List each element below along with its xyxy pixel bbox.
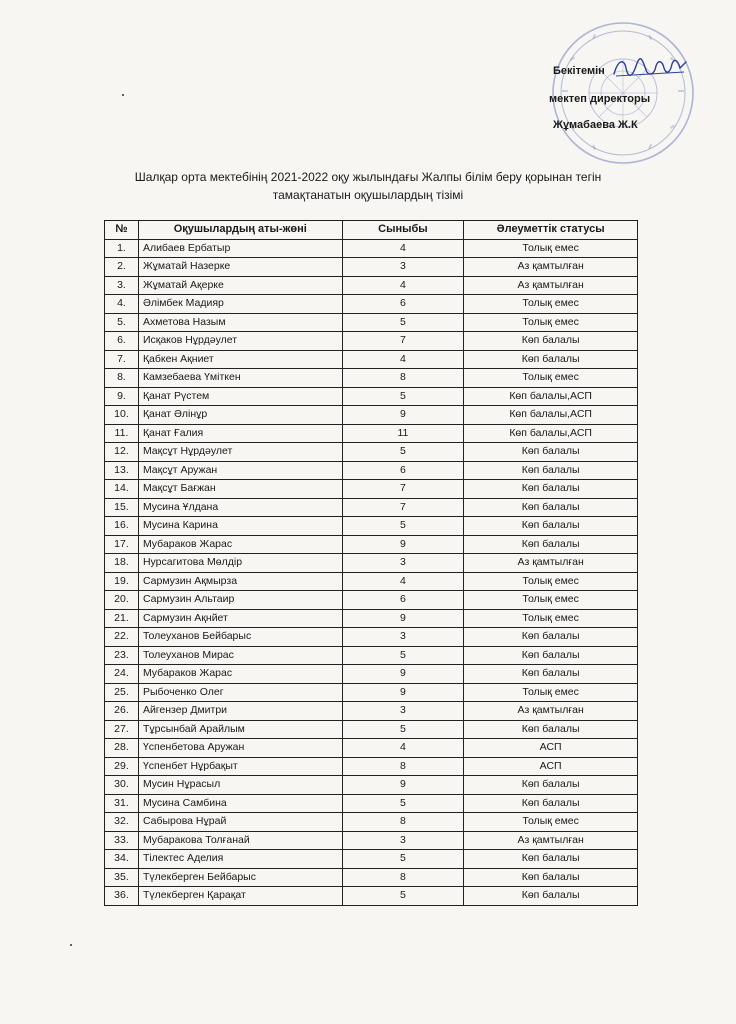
grade-cell: 4: [342, 276, 464, 295]
status-cell: АСП: [464, 739, 638, 758]
grade-cell: 5: [342, 443, 464, 462]
grade-cell: 8: [342, 813, 464, 832]
table-row: [105, 739, 638, 758]
student-name: Мусина Ұлдана: [138, 498, 342, 517]
table-row: [105, 887, 638, 906]
grade-cell: 7: [342, 480, 464, 499]
student-name: Сабырова Нұрай: [138, 813, 342, 832]
student-name: Мақсұт Аружан: [138, 461, 342, 480]
grade-cell: 4: [342, 350, 464, 369]
table-body: [105, 239, 638, 905]
student-name: Үспенбет Нұрбақыт: [138, 757, 342, 776]
student-name: Мусина Карина: [138, 517, 342, 536]
table-row: [105, 665, 638, 684]
status-cell: Көп балалы: [464, 498, 638, 517]
student-name: Сармузин Альтаир: [138, 591, 342, 610]
row-number: 18.: [105, 554, 139, 573]
row-number: 3.: [105, 276, 139, 295]
status-cell: Көп балалы: [464, 794, 638, 813]
row-number: 36.: [105, 887, 139, 906]
row-number: 31.: [105, 794, 139, 813]
header-status: Әлеуметтік статусы: [464, 221, 638, 240]
table-row: [105, 406, 638, 425]
ink-speck: [122, 94, 124, 96]
table-header-row: [105, 221, 638, 240]
status-cell: Көп балалы: [464, 887, 638, 906]
table-row: [105, 646, 638, 665]
table-row: [105, 776, 638, 795]
table-row: [105, 517, 638, 536]
table-row: [105, 628, 638, 647]
status-cell: Толық емес: [464, 369, 638, 388]
student-name: Мубаракова Толғанай: [138, 831, 342, 850]
table-row: [105, 572, 638, 591]
header-grade: Сыныбы: [342, 221, 464, 240]
status-cell: Көп балалы,АСП: [464, 387, 638, 406]
status-cell: Толық емес: [464, 295, 638, 314]
grade-cell: 3: [342, 831, 464, 850]
grade-cell: 9: [342, 776, 464, 795]
grade-cell: 9: [342, 406, 464, 425]
row-number: 4.: [105, 295, 139, 314]
status-cell: Толық емес: [464, 609, 638, 628]
status-cell: Аз қамтылған: [464, 554, 638, 573]
student-name: Мусина Самбина: [138, 794, 342, 813]
grade-cell: 5: [342, 850, 464, 869]
status-cell: АСП: [464, 757, 638, 776]
title-line-2: тамақтанатын оқушылардың тізімі: [272, 188, 464, 202]
grade-cell: 3: [342, 258, 464, 277]
student-name: Тұрсынбай Арайлым: [138, 720, 342, 739]
row-number: 33.: [105, 831, 139, 850]
student-name: Әлімбек Мадияр: [138, 295, 342, 314]
grade-cell: 4: [342, 572, 464, 591]
row-number: 6.: [105, 332, 139, 351]
grade-cell: 4: [342, 739, 464, 758]
status-cell: Көп балалы: [464, 720, 638, 739]
student-name: Айгензер Дмитри: [138, 702, 342, 721]
table-row: [105, 831, 638, 850]
student-name: Қанат Рүстем: [138, 387, 342, 406]
row-number: 20.: [105, 591, 139, 610]
status-cell: Толық емес: [464, 591, 638, 610]
table-row: [105, 480, 638, 499]
student-name: Камзебаева Үміткен: [138, 369, 342, 388]
grade-cell: 11: [342, 424, 464, 443]
student-name: Қабкен Ақниет: [138, 350, 342, 369]
table-row: [105, 535, 638, 554]
status-cell: Көп балалы: [464, 665, 638, 684]
table-row: [105, 498, 638, 517]
status-cell: Көп балалы: [464, 776, 638, 795]
student-name: Исқаков Нұрдәулет: [138, 332, 342, 351]
student-name: Қанат Әлінұр: [138, 406, 342, 425]
table-row: [105, 591, 638, 610]
row-number: 14.: [105, 480, 139, 499]
row-number: 16.: [105, 517, 139, 536]
table-row: [105, 554, 638, 573]
row-number: 27.: [105, 720, 139, 739]
row-number: 15.: [105, 498, 139, 517]
grade-cell: 4: [342, 239, 464, 258]
student-name: Рыбоченко Олег: [138, 683, 342, 702]
row-number: 8.: [105, 369, 139, 388]
table-row: [105, 850, 638, 869]
grade-cell: 3: [342, 554, 464, 573]
student-name: Мубараков Жарас: [138, 535, 342, 554]
table-row: [105, 757, 638, 776]
row-number: 24.: [105, 665, 139, 684]
status-cell: Аз қамтылған: [464, 276, 638, 295]
row-number: 10.: [105, 406, 139, 425]
title-line-1: Шалқар орта мектебінің 2021-2022 оқу жылындағы Жалпы білім беру қорынан тегін: [134, 170, 602, 184]
header-number: №: [105, 221, 139, 240]
status-cell: Толық емес: [464, 683, 638, 702]
grade-cell: 9: [342, 683, 464, 702]
grade-cell: 5: [342, 720, 464, 739]
row-number: 12.: [105, 443, 139, 462]
table-row: [105, 239, 638, 258]
ink-speck: [70, 944, 72, 946]
row-number: 1.: [105, 239, 139, 258]
table-row: [105, 313, 638, 332]
row-number: 23.: [105, 646, 139, 665]
student-name: Мақсұт Бағжан: [138, 480, 342, 499]
row-number: 9.: [105, 387, 139, 406]
status-cell: Аз қамтылған: [464, 702, 638, 721]
status-cell: Толық емес: [464, 313, 638, 332]
table-row: [105, 702, 638, 721]
row-number: 35.: [105, 868, 139, 887]
row-number: 25.: [105, 683, 139, 702]
table-row: [105, 813, 638, 832]
grade-cell: 5: [342, 794, 464, 813]
table-row: [105, 258, 638, 277]
table-row: [105, 424, 638, 443]
grade-cell: 7: [342, 332, 464, 351]
student-name: Мусин Нұрасыл: [138, 776, 342, 795]
grade-cell: 9: [342, 535, 464, 554]
row-number: 11.: [105, 424, 139, 443]
status-cell: Көп балалы: [464, 850, 638, 869]
student-name: Жұматай Назерке: [138, 258, 342, 277]
table-row: [105, 683, 638, 702]
grade-cell: 3: [342, 628, 464, 647]
approval-line-3: Жұмабаева Ж.К: [553, 119, 638, 131]
table-row: [105, 350, 638, 369]
student-name: Түлекберген Қарақат: [138, 887, 342, 906]
student-name: Мубараков Жарас: [138, 665, 342, 684]
grade-cell: 3: [342, 702, 464, 721]
table-row: [105, 868, 638, 887]
status-cell: Көп балалы: [464, 517, 638, 536]
status-cell: Көп балалы: [464, 628, 638, 647]
table-row: [105, 443, 638, 462]
status-cell: Көп балалы: [464, 350, 638, 369]
grade-cell: 8: [342, 369, 464, 388]
table-row: [105, 387, 638, 406]
student-name: Нурсагитова Мөлдір: [138, 554, 342, 573]
grade-cell: 9: [342, 609, 464, 628]
table-row: [105, 794, 638, 813]
grade-cell: 8: [342, 868, 464, 887]
row-number: 17.: [105, 535, 139, 554]
student-name: Тілектес Аделия: [138, 850, 342, 869]
row-number: 7.: [105, 350, 139, 369]
row-number: 34.: [105, 850, 139, 869]
row-number: 22.: [105, 628, 139, 647]
student-name: Алибаев Ербатыр: [138, 239, 342, 258]
status-cell: Толық емес: [464, 572, 638, 591]
header-name: Оқушылардың аты-жөні: [138, 221, 342, 240]
status-cell: Толық емес: [464, 239, 638, 258]
table-row: [105, 720, 638, 739]
grade-cell: 7: [342, 498, 464, 517]
status-cell: Көп балалы: [464, 332, 638, 351]
student-name: Ахметова Назым: [138, 313, 342, 332]
table-row: [105, 332, 638, 351]
student-name: Түлекберген Бейбарыс: [138, 868, 342, 887]
status-cell: Көп балалы: [464, 480, 638, 499]
row-number: 5.: [105, 313, 139, 332]
approval-line-2: мектеп директоры: [549, 93, 651, 105]
row-number: 28.: [105, 739, 139, 758]
students-table: [104, 220, 638, 906]
grade-cell: 6: [342, 591, 464, 610]
grade-cell: 8: [342, 757, 464, 776]
status-cell: Аз қамтылған: [464, 258, 638, 277]
student-name: Толеуханов Бейбарыс: [138, 628, 342, 647]
status-cell: Көп балалы: [464, 535, 638, 554]
table-row: [105, 295, 638, 314]
row-number: 29.: [105, 757, 139, 776]
status-cell: Көп балалы: [464, 443, 638, 462]
handwritten-signature: [610, 54, 690, 82]
status-cell: Көп балалы: [464, 868, 638, 887]
student-name: Толеуханов Мирас: [138, 646, 342, 665]
grade-cell: 5: [342, 646, 464, 665]
grade-cell: 6: [342, 461, 464, 480]
student-name: Сармузин Ақмырза: [138, 572, 342, 591]
status-cell: Аз қамтылған: [464, 831, 638, 850]
status-cell: Толық емес: [464, 813, 638, 832]
document-title: [96, 168, 640, 204]
row-number: 32.: [105, 813, 139, 832]
grade-cell: 5: [342, 387, 464, 406]
row-number: 30.: [105, 776, 139, 795]
table-row: [105, 609, 638, 628]
grade-cell: 9: [342, 665, 464, 684]
grade-cell: 5: [342, 887, 464, 906]
grade-cell: 5: [342, 313, 464, 332]
student-name: Жұматай Ақерке: [138, 276, 342, 295]
grade-cell: 5: [342, 517, 464, 536]
status-cell: Көп балалы,АСП: [464, 424, 638, 443]
status-cell: Көп балалы: [464, 646, 638, 665]
status-cell: Көп балалы: [464, 461, 638, 480]
row-number: 21.: [105, 609, 139, 628]
row-number: 2.: [105, 258, 139, 277]
grade-cell: 6: [342, 295, 464, 314]
table-row: [105, 276, 638, 295]
student-name: Мақсұт Нұрдәулет: [138, 443, 342, 462]
table-row: [105, 369, 638, 388]
approval-line-1: Бекітемін: [553, 65, 605, 77]
row-number: 19.: [105, 572, 139, 591]
student-name: Қанат Ғалия: [138, 424, 342, 443]
table-row: [105, 461, 638, 480]
student-name: Сармузин Ақнйет: [138, 609, 342, 628]
row-number: 13.: [105, 461, 139, 480]
student-name: Үспенбетова Аружан: [138, 739, 342, 758]
row-number: 26.: [105, 702, 139, 721]
status-cell: Көп балалы,АСП: [464, 406, 638, 425]
